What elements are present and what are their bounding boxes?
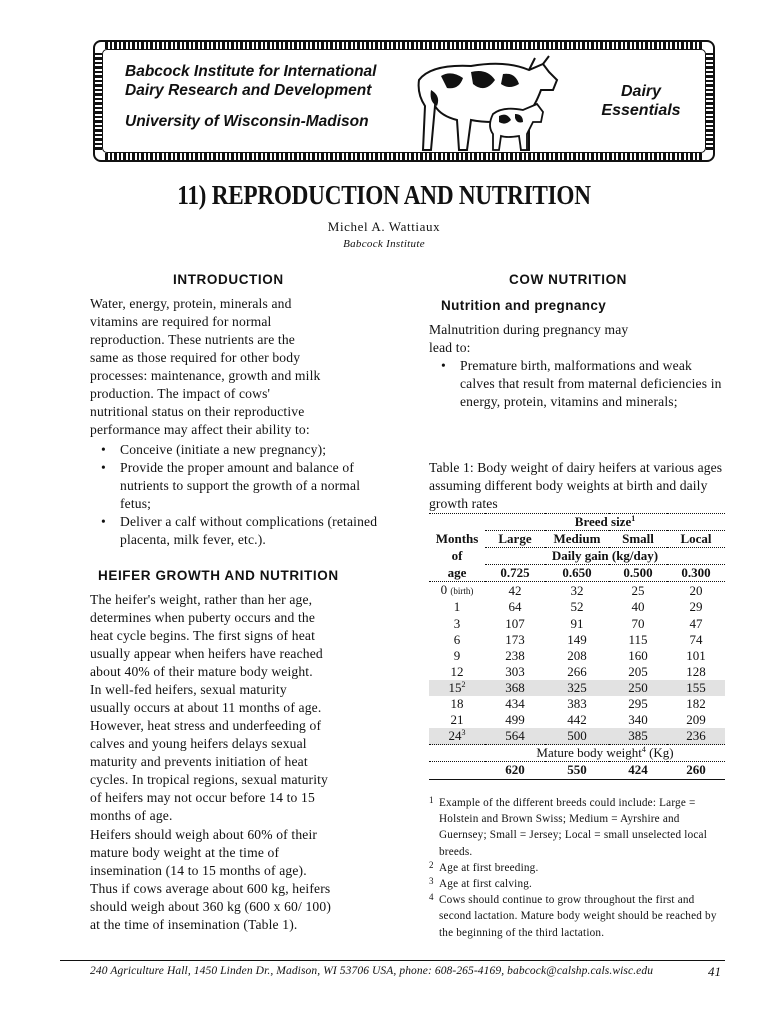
age-cell: 9 — [453, 647, 461, 663]
introduction-paragraph — [90, 295, 385, 439]
table-row — [429, 632, 725, 648]
table-row — [429, 664, 725, 680]
text-line: Heifers should weigh about 60% of their — [90, 827, 318, 842]
gain-small: 0.500 — [609, 565, 667, 582]
weight-cell: 155 — [667, 680, 725, 696]
text-line: lead to: — [429, 340, 471, 355]
text-line: at the time of insemination (Table 1). — [90, 917, 298, 932]
text-line: nutritional status on their reproductive — [90, 404, 305, 419]
age-cell: $24^3$ — [429, 728, 485, 745]
weight-cell: 149 — [567, 631, 587, 647]
breed-size-header: Breed size$^1$ — [485, 514, 725, 531]
footnote: 2 Age at first breeding. — [429, 859, 539, 874]
of-header: of — [451, 548, 463, 564]
text-line: mature body weight at the time of — [90, 845, 280, 860]
weight-cell: 128 — [686, 663, 706, 679]
weight-cell: 32 — [570, 582, 584, 598]
text-line: Malnutrition during pregnancy may — [429, 322, 629, 337]
author-name: Michel A. Wattiaux — [327, 219, 441, 234]
mature-spacer — [429, 745, 485, 762]
weight-cell: 25 — [631, 582, 645, 598]
weight-cell: 173 — [505, 631, 525, 647]
breed-large-header: Large — [485, 531, 545, 548]
header-banner — [93, 40, 715, 162]
author-affiliation: Babcock Institute — [343, 238, 425, 250]
table-row — [429, 696, 725, 712]
weight-cell: 500 — [545, 728, 609, 745]
weight-cell: 101 — [686, 647, 706, 663]
weight-cell: 160 — [628, 647, 648, 663]
bullet-item: • Premature birth, malformations and weak calves that result from maternal deficiencies in energy, protein, vitamins and minerals; — [438, 357, 726, 411]
age-cell: $15^2$ — [429, 680, 485, 696]
text-line: processes: maintenance, growth and milk — [90, 368, 321, 383]
text-line: of heifers may not occur before 14 to 15 — [90, 790, 315, 805]
weight-cell: 368 — [485, 680, 545, 696]
mature-large: 620 — [485, 762, 545, 779]
weight-cell: 182 — [686, 696, 706, 712]
text-line: performance may affect their ability to: — [90, 422, 310, 437]
bullet-item: • Conceive (initiate a new pregnancy); — [98, 441, 386, 459]
heifer-heading: HEIFER GROWTH AND NUTRITION — [98, 568, 339, 583]
bullet-item: • Provide the proper amount and balance of nutrients to support the growth of a normal fetus; — [98, 459, 386, 513]
heifer-weight-table — [429, 513, 725, 780]
text-line: The heifer's weight, rather than her age, — [90, 592, 313, 607]
weight-cell: 205 — [628, 663, 648, 679]
table-caption: Table 1: Body weight of dairy heifers at various ages assuming different body weights at birth and daily growth rates — [429, 460, 723, 511]
age-cell: 3 — [453, 615, 461, 631]
table-header-spacer — [429, 514, 485, 531]
weight-cell: 266 — [567, 663, 587, 679]
age-cell: 12 — [450, 663, 464, 679]
weight-cell: 70 — [631, 615, 645, 631]
table-row — [429, 648, 725, 664]
weight-cell: 47 — [689, 615, 703, 631]
text-line: Water, energy, protein, minerals and — [90, 296, 292, 311]
table-row — [429, 616, 725, 632]
malnutrition-paragraph — [429, 321, 724, 357]
banner-border-left — [95, 52, 102, 150]
bullet-item: • Deliver a calf without complications (retained placenta, milk fever, etc.). — [98, 513, 386, 549]
malnutrition-bullet-list — [438, 357, 726, 411]
text-line: should weigh about 360 kg (600 x 60/ 100) — [90, 899, 332, 914]
daily-gain-header: Daily gain (kg/day) — [485, 548, 725, 565]
footnote: 3 Age at first calving. — [429, 876, 533, 891]
text-line: same as those required for other body — [90, 350, 301, 365]
weight-cell: 385 — [609, 728, 667, 745]
banner-border-bottom — [105, 153, 703, 160]
institute-name-line2: Dairy Research and Development — [125, 82, 372, 99]
text-line: Thus if cows average about 600 kg, heifers — [90, 881, 331, 896]
weight-cell: 107 — [505, 615, 525, 631]
mature-local: 260 — [667, 762, 725, 779]
text-line: However, heat stress and underfeeding of — [90, 718, 322, 733]
banner-border-top — [105, 42, 703, 49]
gain-local: 0.300 — [667, 565, 725, 582]
weight-cell: 499 — [505, 712, 525, 728]
breed-local-header: Local — [667, 531, 725, 548]
footnote: 4 Cows should continue to grow throughout the first and second lactation. Mature body weight should be reached by the beginning of the third lactation. — [429, 892, 717, 939]
table-footnotes — [429, 795, 729, 941]
weight-cell: 564 — [485, 728, 545, 745]
gain-large: 0.725 — [485, 565, 545, 582]
text-line: maturity and prevents initiation of heat — [90, 754, 308, 769]
text-line: months of age. — [90, 808, 173, 823]
gain-medium: 0.650 — [545, 565, 609, 582]
weight-cell: 340 — [628, 712, 648, 728]
table-row — [429, 599, 725, 615]
weight-cell: 42 — [508, 582, 522, 598]
age-cell: 18 — [450, 696, 464, 712]
weight-cell: 52 — [570, 599, 584, 615]
weight-cell: 303 — [505, 663, 525, 679]
weight-cell: 236 — [667, 728, 725, 745]
nutrition-pregnancy-subheading: Nutrition and pregnancy — [441, 298, 607, 313]
cow-logo-icon — [411, 50, 561, 152]
weight-cell: 20 — [689, 582, 703, 598]
age-cell: 6 — [453, 631, 461, 647]
dairy-essentials-label — [595, 82, 687, 120]
footer-address: 240 Agriculture Hall, 1450 Linden Dr., Madison, WI 53706 USA, phone: 608-265-4169, babcock@calshp.cals.wisc.edu — [90, 965, 654, 977]
weight-cell: 325 — [545, 680, 609, 696]
university-name: University of Wisconsin-Madison — [125, 113, 369, 130]
text-line: production. The impact of cows' — [90, 386, 271, 401]
page-number: 41 — [708, 964, 721, 979]
table-row — [429, 728, 725, 745]
text-line: usually appear when heifers have reached — [90, 646, 323, 661]
months-header: Months — [435, 531, 479, 547]
table-row — [429, 582, 725, 600]
introduction-bullet-list — [98, 441, 386, 549]
text-line: heat cycle begins. The first signs of heat — [90, 628, 315, 643]
series-label-line1: Dairy — [620, 83, 662, 100]
introduction-heading: INTRODUCTION — [173, 272, 284, 287]
age-cell: 21 — [450, 712, 464, 728]
weight-cell: 209 — [686, 712, 706, 728]
mature-small: 424 — [609, 762, 667, 779]
series-label-line2: Essentials — [601, 102, 681, 119]
page-title: 11) REPRODUCTION AND NUTRITION — [177, 180, 591, 210]
breed-small-header: Small — [609, 531, 667, 548]
heifer-paragraph-2 — [90, 826, 385, 934]
text-line: determines when puberty occurs and the — [90, 610, 316, 625]
institute-name-line1: Babcock Institute for International — [125, 63, 377, 80]
weight-cell: 74 — [689, 631, 703, 647]
text-line: In well-fed heifers, sexual maturity — [90, 682, 287, 697]
footnote: 1 Example of the different breeds could include: Large = Holstein and Brown Swiss; Medium = Ayrshire and Guernsey; Small = Jersey; Local = small unselected local breeds. — [429, 795, 708, 858]
weight-cell: 238 — [505, 647, 525, 663]
weight-cell: 383 — [567, 696, 587, 712]
footer-rule — [60, 960, 725, 961]
mature-spacer-2 — [429, 762, 485, 779]
heifer-paragraph-1 — [90, 591, 385, 825]
weight-cell: 295 — [628, 696, 648, 712]
weight-cell: 91 — [570, 615, 584, 631]
text-line: cycles. In tropical regions, sexual maturity — [90, 772, 328, 787]
age-header: age — [429, 565, 485, 582]
cow-nutrition-heading: COW NUTRITION — [509, 272, 628, 287]
weight-cell: 64 — [508, 599, 522, 615]
weight-cell: 434 — [505, 696, 525, 712]
text-line: calves and young heifers delays sexual — [90, 736, 307, 751]
mature-weight-label: Mature body weight$^4$ (Kg) — [485, 745, 725, 762]
mature-medium: 550 — [545, 762, 609, 779]
weight-cell: 40 — [631, 599, 645, 615]
weight-cell: 29 — [689, 599, 703, 615]
weight-cell: 442 — [567, 712, 587, 728]
text-line: usually occurs at about 11 months of age. — [90, 700, 322, 715]
text-line: about 40% of their mature body weight. — [90, 664, 313, 679]
weight-cell: 115 — [628, 631, 648, 647]
text-line: reproduction. These nutrients are the — [90, 332, 295, 347]
weight-cell: 250 — [609, 680, 667, 696]
table-row — [429, 712, 725, 728]
age-cell: 0 (birth) — [440, 582, 474, 598]
table-row — [429, 680, 725, 696]
banner-border-right — [706, 52, 713, 150]
age-cell: 1 — [453, 599, 461, 615]
text-line: vitamins are required for normal — [90, 314, 272, 329]
text-line: insemination (14 to 15 months of age). — [90, 863, 307, 878]
breed-medium-header: Medium — [545, 531, 609, 548]
weight-cell: 208 — [567, 647, 587, 663]
